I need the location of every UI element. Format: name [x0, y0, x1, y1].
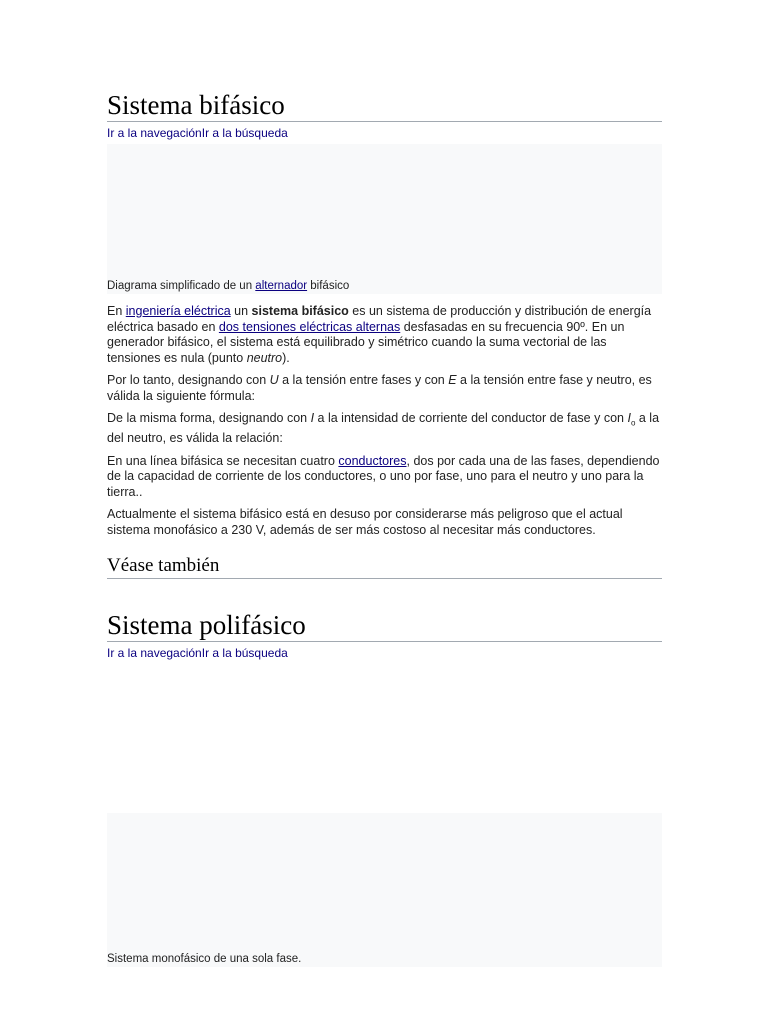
figure-caption: Sistema monofásico de una sola fase. [107, 953, 302, 965]
paragraph-tension [107, 373, 662, 404]
jump-links [107, 645, 662, 661]
see-also-heading: Véase también [107, 555, 662, 579]
text: a la intensidad de corriente del conductor de fase y con [314, 411, 628, 425]
paragraph-desuso: Actualmente el sistema bifásico está en desuso por considerarse más peligroso que el actual sistema monofásico a 230 V, además de ser más costoso al necesitar más conductores. [107, 507, 623, 537]
italic-term: neutro [246, 350, 283, 365]
page-title: Sistema bifásico [107, 90, 662, 122]
conductores-link[interactable]: conductores [338, 453, 407, 468]
article-polifasico [107, 610, 662, 661]
article-bifasico [107, 90, 662, 141]
jump-to-search-link[interactable]: Ir a la búsqueda [201, 646, 288, 660]
text: es un sistema de producción y distribución de energía eléctrica basado en [107, 304, 652, 334]
text: En [107, 304, 126, 318]
jump-to-search-link[interactable]: Ir a la búsqueda [201, 126, 288, 140]
text: a la del neutro, es válida la relación: [107, 411, 660, 445]
ingenieria-electrica-link[interactable]: ingeniería eléctrica [125, 304, 231, 318]
alternador-link[interactable]: alternador [255, 280, 308, 292]
tensiones-alternas-link[interactable]: dos tensiones eléctricas alternas [218, 319, 401, 334]
text: a la tensión entre fase y neutro, es válida la siguiente fórmula: [107, 373, 652, 403]
variable-e: E [448, 373, 457, 387]
jump-to-navigation-link[interactable]: Ir a la navegación [107, 126, 202, 140]
text: De la misma forma, designando con [107, 411, 311, 425]
article-body [107, 304, 662, 538]
variable-subscript: o [630, 418, 636, 428]
text: un [230, 304, 252, 318]
page-title: Sistema polifásico [107, 610, 662, 642]
figure-monofasico [107, 813, 662, 967]
paragraph-conductores [107, 454, 662, 501]
variable-i: I [310, 411, 315, 425]
paragraph-intro [107, 304, 662, 366]
paragraph-corriente [107, 411, 662, 447]
bold-term: sistema bifásico [251, 304, 349, 318]
text: Por lo tanto, designando con [107, 373, 270, 387]
see-also-section [107, 555, 662, 579]
text: , dos por cada una de las fases, dependiendo de la capacidad de corriente de los conductores, o uno por fase, uno para el neutro y uno para la tierra.. [107, 453, 660, 499]
caption-text: bifásico [307, 280, 350, 292]
figure-caption [107, 278, 349, 294]
variable-u: U [269, 373, 279, 387]
text: En una línea bifásica se necesitan cuatro [107, 453, 339, 468]
text: ). [282, 350, 290, 365]
caption-text: Diagrama simplificado de un [107, 280, 256, 292]
text: a la tensión entre fases y con [278, 373, 449, 387]
variable-i0: I [627, 411, 631, 425]
figure-alternador [107, 144, 662, 294]
jump-to-navigation-link[interactable]: Ir a la navegación [107, 646, 202, 660]
text: desfasadas en su frecuencia 90º. En un generador bifásico, el sistema está equilibrado y simétrico cuando la suma vectorial de las tensiones es nula (punto [107, 319, 625, 365]
jump-links [107, 125, 662, 141]
